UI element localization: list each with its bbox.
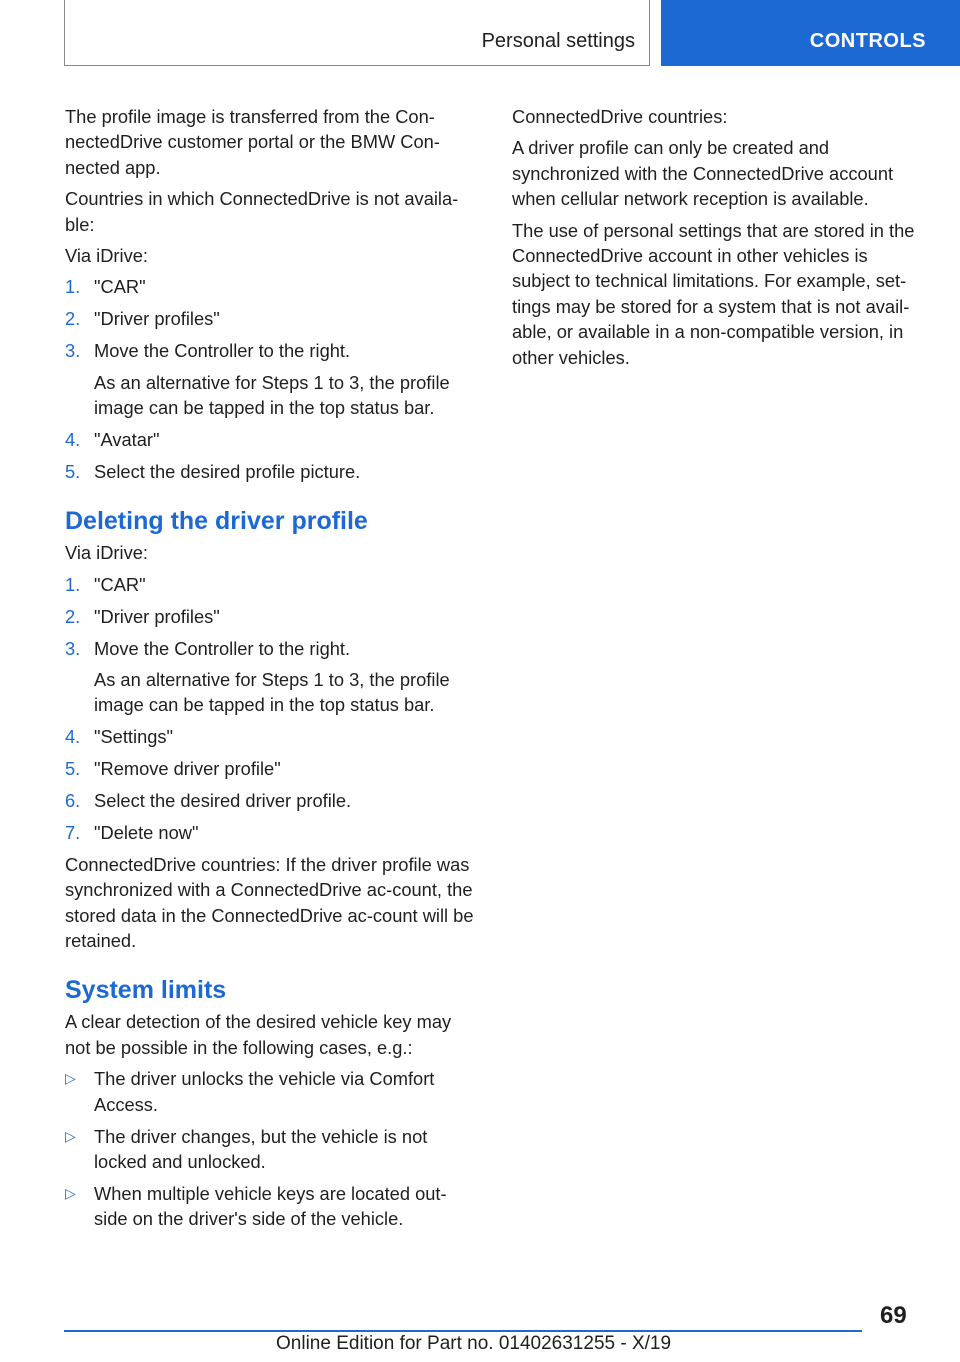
section-header-box [64, 0, 650, 66]
list-item [65, 604, 479, 629]
step-text: Select the desired driver profile. [94, 790, 352, 812]
step-number: 5. [65, 460, 81, 482]
step-text: Select the desired profile picture. [94, 460, 361, 482]
step-number: 3. [65, 340, 81, 362]
step-number: 1. [65, 573, 81, 595]
list-item [65, 1124, 479, 1175]
step-text: "Avatar" [94, 428, 160, 450]
list-item [65, 788, 479, 813]
step-text: Move the Controller to the right. [94, 637, 351, 659]
bullet-text: The driver unlocks the vehicle via Comfort Access. [94, 1068, 435, 1115]
right-column [512, 104, 926, 376]
paragraph: ConnectedDrive countries: [512, 106, 728, 127]
step-text: "CAR" [94, 573, 146, 595]
list-item [65, 274, 479, 299]
list-item [65, 1066, 479, 1117]
step-number: 3. [65, 637, 81, 659]
limits-bullet-list [65, 1066, 479, 1231]
paragraph: The profile image is transferred from the Con‐nectedDrive customer portal or the BMW Con‐nected app. [65, 106, 440, 178]
edition-note: Online Edition for Part no. 01402631255 - X/19 [276, 1333, 672, 1354]
paragraph: Via iDrive: [65, 542, 148, 564]
step-number: 1. [65, 276, 81, 298]
triangle-bullet-icon: ▷ [65, 1127, 76, 1144]
step-text: "Driver profiles" [94, 605, 220, 627]
step-text: Move the Controller to the right. [94, 340, 351, 362]
step-block [94, 636, 479, 718]
list-item [65, 338, 479, 420]
step-number: 7. [65, 821, 81, 843]
bullet-text: When multiple vehicle keys are located out‐side on the driver's side of the vehicle. [94, 1182, 447, 1230]
paragraph: Via iDrive: [65, 245, 148, 267]
chapter-title: CONTROLS [809, 30, 926, 52]
step-text: "Driver profiles" [94, 308, 220, 330]
chapter-tab [661, 0, 960, 66]
step-text: "Remove driver profile" [94, 758, 281, 780]
step-number: 2. [65, 308, 81, 330]
section-title: Personal settings [481, 30, 635, 52]
bullet-text: The driver changes, but the vehicle is not locked and unlocked. [94, 1125, 428, 1172]
step-number: 2. [65, 605, 81, 627]
paragraph: Countries in which ConnectedDrive is not availa‐ble: [65, 188, 459, 235]
list-item [65, 427, 479, 452]
step-text: "CAR" [94, 276, 146, 298]
list-item [65, 1181, 479, 1232]
page-header [0, 0, 960, 66]
paragraph: A clear detection of the desired vehicle key may not be possible in the following cases, e.g.: [65, 1011, 452, 1058]
footer-divider [64, 1330, 862, 1332]
step-block [94, 338, 479, 420]
step-text: "Delete now" [94, 821, 199, 843]
step-number: 6. [65, 790, 81, 812]
list-item [65, 459, 479, 484]
paragraph: The use of personal settings that are stored in the ConnectedDrive account in other vehicles is subject to technical limitations. For example, set‐tings may be stored for a system that is not avail‐able, or available in a non-compatible version, in other vehicles. [512, 219, 915, 368]
step-number: 4. [65, 726, 81, 748]
steps-list-delete [65, 572, 479, 846]
list-item [65, 724, 479, 749]
left-column [65, 104, 479, 1238]
triangle-bullet-icon: ▷ [65, 1184, 76, 1201]
step-number: 4. [65, 428, 81, 450]
section-heading-delete-profile: Deleting the driver profile [65, 507, 368, 536]
paragraph: A driver profile can only be created and synchronized with the ConnectedDrive account when cellular network reception is available. [512, 137, 894, 210]
page-number: 69 [880, 1302, 907, 1329]
paragraph: ConnectedDrive countries: If the driver profile was synchronized with a ConnectedDrive ac‐count, the stored data in the ConnectedDrive ac‐count will be retained. [65, 853, 474, 952]
steps-list-avatar [65, 274, 479, 484]
triangle-bullet-icon: ▷ [65, 1070, 76, 1087]
section-heading-system-limits: System limits [65, 976, 227, 1005]
step-text: "Settings" [94, 726, 174, 748]
list-item [65, 820, 479, 845]
step-note: As an alternative for Steps 1 to 3, the profile image can be tapped in the top status bar. [94, 668, 450, 716]
list-item [65, 306, 479, 331]
list-item [65, 756, 479, 781]
step-number: 5. [65, 758, 81, 780]
step-note: As an alternative for Steps 1 to 3, the profile image can be tapped in the top status bar. [94, 371, 450, 419]
list-item [65, 572, 479, 597]
list-item [65, 636, 479, 718]
